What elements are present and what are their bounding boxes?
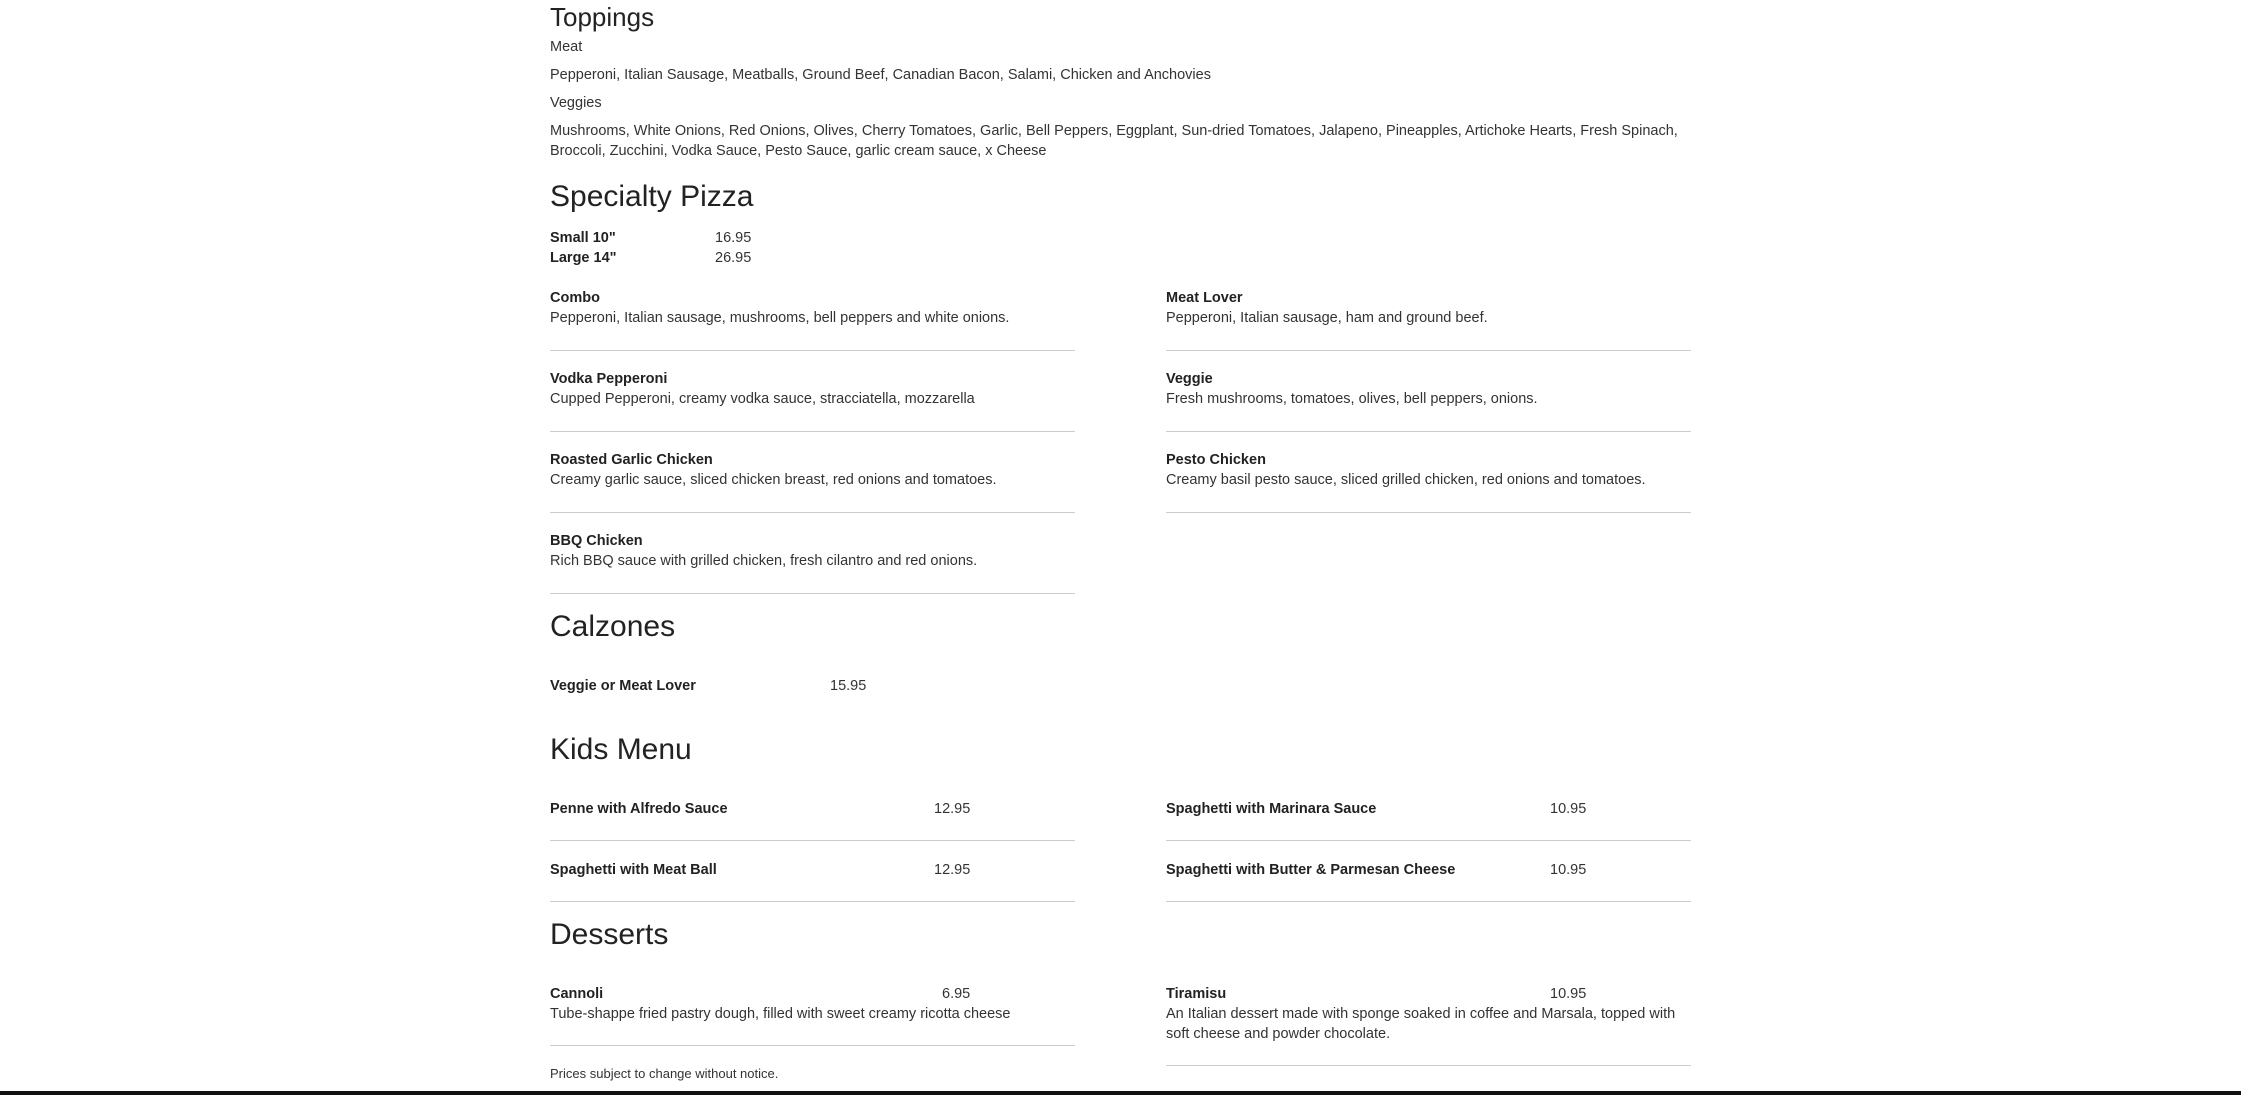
divider	[550, 1045, 1075, 1046]
menu-item-name: Pesto Chicken	[1166, 452, 1266, 468]
divider	[1166, 840, 1691, 841]
specialty-title: Specialty Pizza	[550, 180, 754, 213]
divider	[1166, 431, 1691, 432]
bottom-bar	[0, 1091, 2241, 1095]
footer-note: Prices subject to change without notice.	[550, 1066, 779, 1081]
menu-item-name: Veggie or Meat Lover	[550, 678, 696, 694]
menu-item-name: Meat Lover	[1166, 290, 1243, 306]
menu-item-desc: Creamy basil pesto sauce, sliced grilled chicken, red onions and tomatoes.	[1166, 472, 1646, 488]
menu-item-name: Roasted Garlic Chicken	[550, 452, 713, 468]
divider	[1166, 350, 1691, 351]
veggies-label: Veggies	[550, 95, 602, 111]
menu-item-price: 12.95	[934, 862, 971, 878]
desserts-title: Desserts	[550, 918, 669, 951]
size-large-label: Large 14"	[550, 250, 617, 266]
menu-item-name: Penne with Alfredo Sauce	[550, 801, 728, 817]
menu-item-name: Tiramisu	[1166, 986, 1227, 1002]
menu-item-desc: Tube-shappe fried pastry dough, filled with sweet creamy ricotta cheese	[550, 1006, 1011, 1022]
calzones-title: Calzones	[550, 610, 676, 643]
divider	[550, 840, 1075, 841]
menu-item-desc: Fresh mushrooms, tomatoes, olives, bell peppers, onions.	[1166, 391, 1538, 407]
menu-item-price: 10.95	[1550, 862, 1587, 878]
menu-item-name: Spaghetti with Butter & Parmesan Cheese	[1166, 862, 1456, 878]
divider	[550, 901, 1075, 902]
menu-item-price: 10.95	[1550, 986, 1587, 1002]
menu-item-desc: Cupped Pepperoni, creamy vodka sauce, stracciatella, mozzarella	[550, 391, 975, 407]
menu-item-desc: An Italian dessert made with sponge soaked in coffee and Marsala, topped with soft cheese and powder chocolate.	[1166, 1006, 1676, 1042]
menu-item-name: BBQ Chicken	[550, 533, 643, 549]
menu-item-desc: Rich BBQ sauce with grilled chicken, fresh cilantro and red onions.	[550, 553, 978, 569]
divider	[550, 431, 1075, 432]
menu-item-name: Cannoli	[550, 986, 604, 1002]
menu-item-price: 6.95	[942, 986, 971, 1002]
meat-list: Pepperoni, Italian Sausage, Meatballs, Ground Beef, Canadian Bacon, Salami, Chicken and Anchovies	[550, 67, 1211, 83]
divider	[1166, 901, 1691, 902]
menu-item-desc: Pepperoni, Italian sausage, ham and ground beef.	[1166, 310, 1488, 326]
divider	[550, 350, 1075, 351]
menu-item-name: Spaghetti with Meat Ball	[550, 862, 717, 878]
menu-item-name: Vodka Pepperoni	[550, 371, 668, 387]
menu-item-name: Spaghetti with Marinara Sauce	[1166, 801, 1377, 817]
menu-item-name: Veggie	[1166, 371, 1213, 387]
menu-item-desc: Pepperoni, Italian sausage, mushrooms, bell peppers and white onions.	[550, 310, 1010, 326]
size-small-price: 16.95	[715, 230, 752, 246]
kids-title: Kids Menu	[550, 733, 692, 766]
menu-item-desc: Creamy garlic sauce, sliced chicken breast, red onions and tomatoes.	[550, 472, 997, 488]
toppings-title: Toppings	[550, 2, 655, 32]
divider	[550, 512, 1075, 513]
divider	[550, 593, 1075, 594]
size-large-price: 26.95	[715, 250, 752, 266]
menu-item-price: 15.95	[830, 678, 867, 694]
meat-label: Meat	[550, 39, 583, 55]
veggies-list: Mushrooms, White Onions, Red Onions, Olives, Cherry Tomatoes, Garlic, Bell Peppers, Eggplant, Sun-dried Tomatoes, Jalapeno, Pineapples, Artichoke Hearts, Fresh Spinach, Broccoli, Zucchini, Vodka Sauce, Pesto Sauce, garlic cream sauce, x Cheese	[550, 123, 1678, 159]
menu-item-price: 10.95	[1550, 801, 1587, 817]
divider	[1166, 512, 1691, 513]
menu-item-price: 12.95	[934, 801, 971, 817]
menu-item-name: Combo	[550, 290, 600, 306]
divider	[1166, 1065, 1691, 1066]
size-small-label: Small 10"	[550, 230, 616, 246]
